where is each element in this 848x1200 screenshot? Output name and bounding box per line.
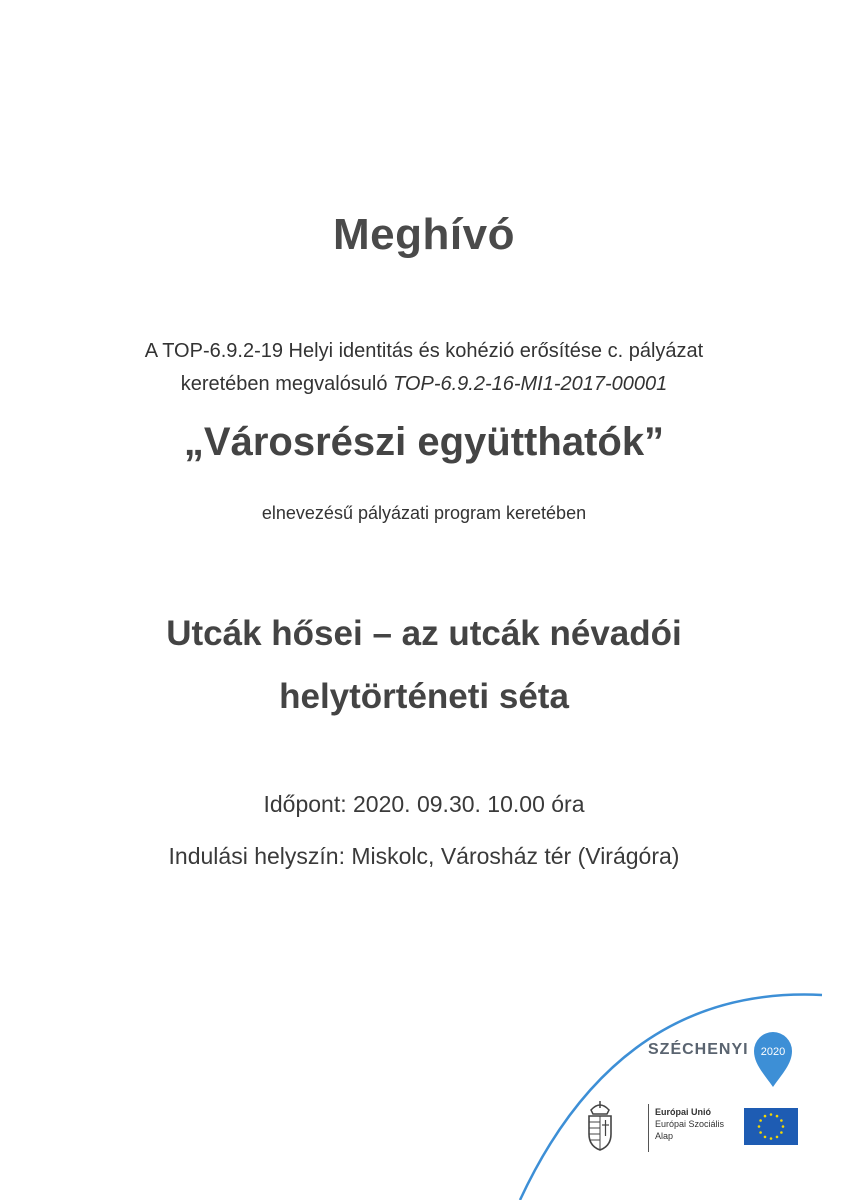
eu-divider bbox=[648, 1104, 649, 1152]
eu-label bbox=[655, 1106, 724, 1142]
eu-label-line-3: Alap bbox=[655, 1131, 674, 1141]
program-name: „Városrészi együtthatók” bbox=[183, 420, 665, 464]
page-title: Meghívó bbox=[333, 210, 515, 259]
hungary-coat-of-arms-icon bbox=[583, 1100, 617, 1152]
szechenyi-year: 2020 bbox=[760, 1046, 786, 1058]
project-code: TOP-6.9.2-16-MI1-2017-00001 bbox=[393, 373, 668, 395]
program-naming: elnevezésű pályázati program keretében bbox=[261, 503, 587, 523]
intro-line-2 bbox=[0, 373, 848, 396]
walk-title-line-2: helytörténeti séta bbox=[279, 677, 569, 716]
eu-label-line-1: Európai Unió bbox=[655, 1107, 711, 1117]
walk-title-line-1: Utcák hősei – az utcák névadói bbox=[166, 614, 682, 653]
eu-label-line-2: Európai Szociális bbox=[655, 1119, 725, 1129]
event-place: Indulási helyszín: Miskolc, Városház tér (Virágóra) bbox=[168, 843, 680, 869]
szechenyi-label: SZÉCHENYI bbox=[648, 1041, 749, 1058]
intro-line-2-prefix: keretében megvalósuló bbox=[180, 373, 394, 395]
eu-flag-icon bbox=[744, 1108, 798, 1145]
location-pin-icon bbox=[752, 1030, 794, 1088]
event-time: Időpont: 2020. 09.30. 10.00 óra bbox=[263, 791, 585, 817]
intro-line-1: A TOP-6.9.2-19 Helyi identitás és kohézió erősítése c. pályázat bbox=[144, 340, 704, 362]
